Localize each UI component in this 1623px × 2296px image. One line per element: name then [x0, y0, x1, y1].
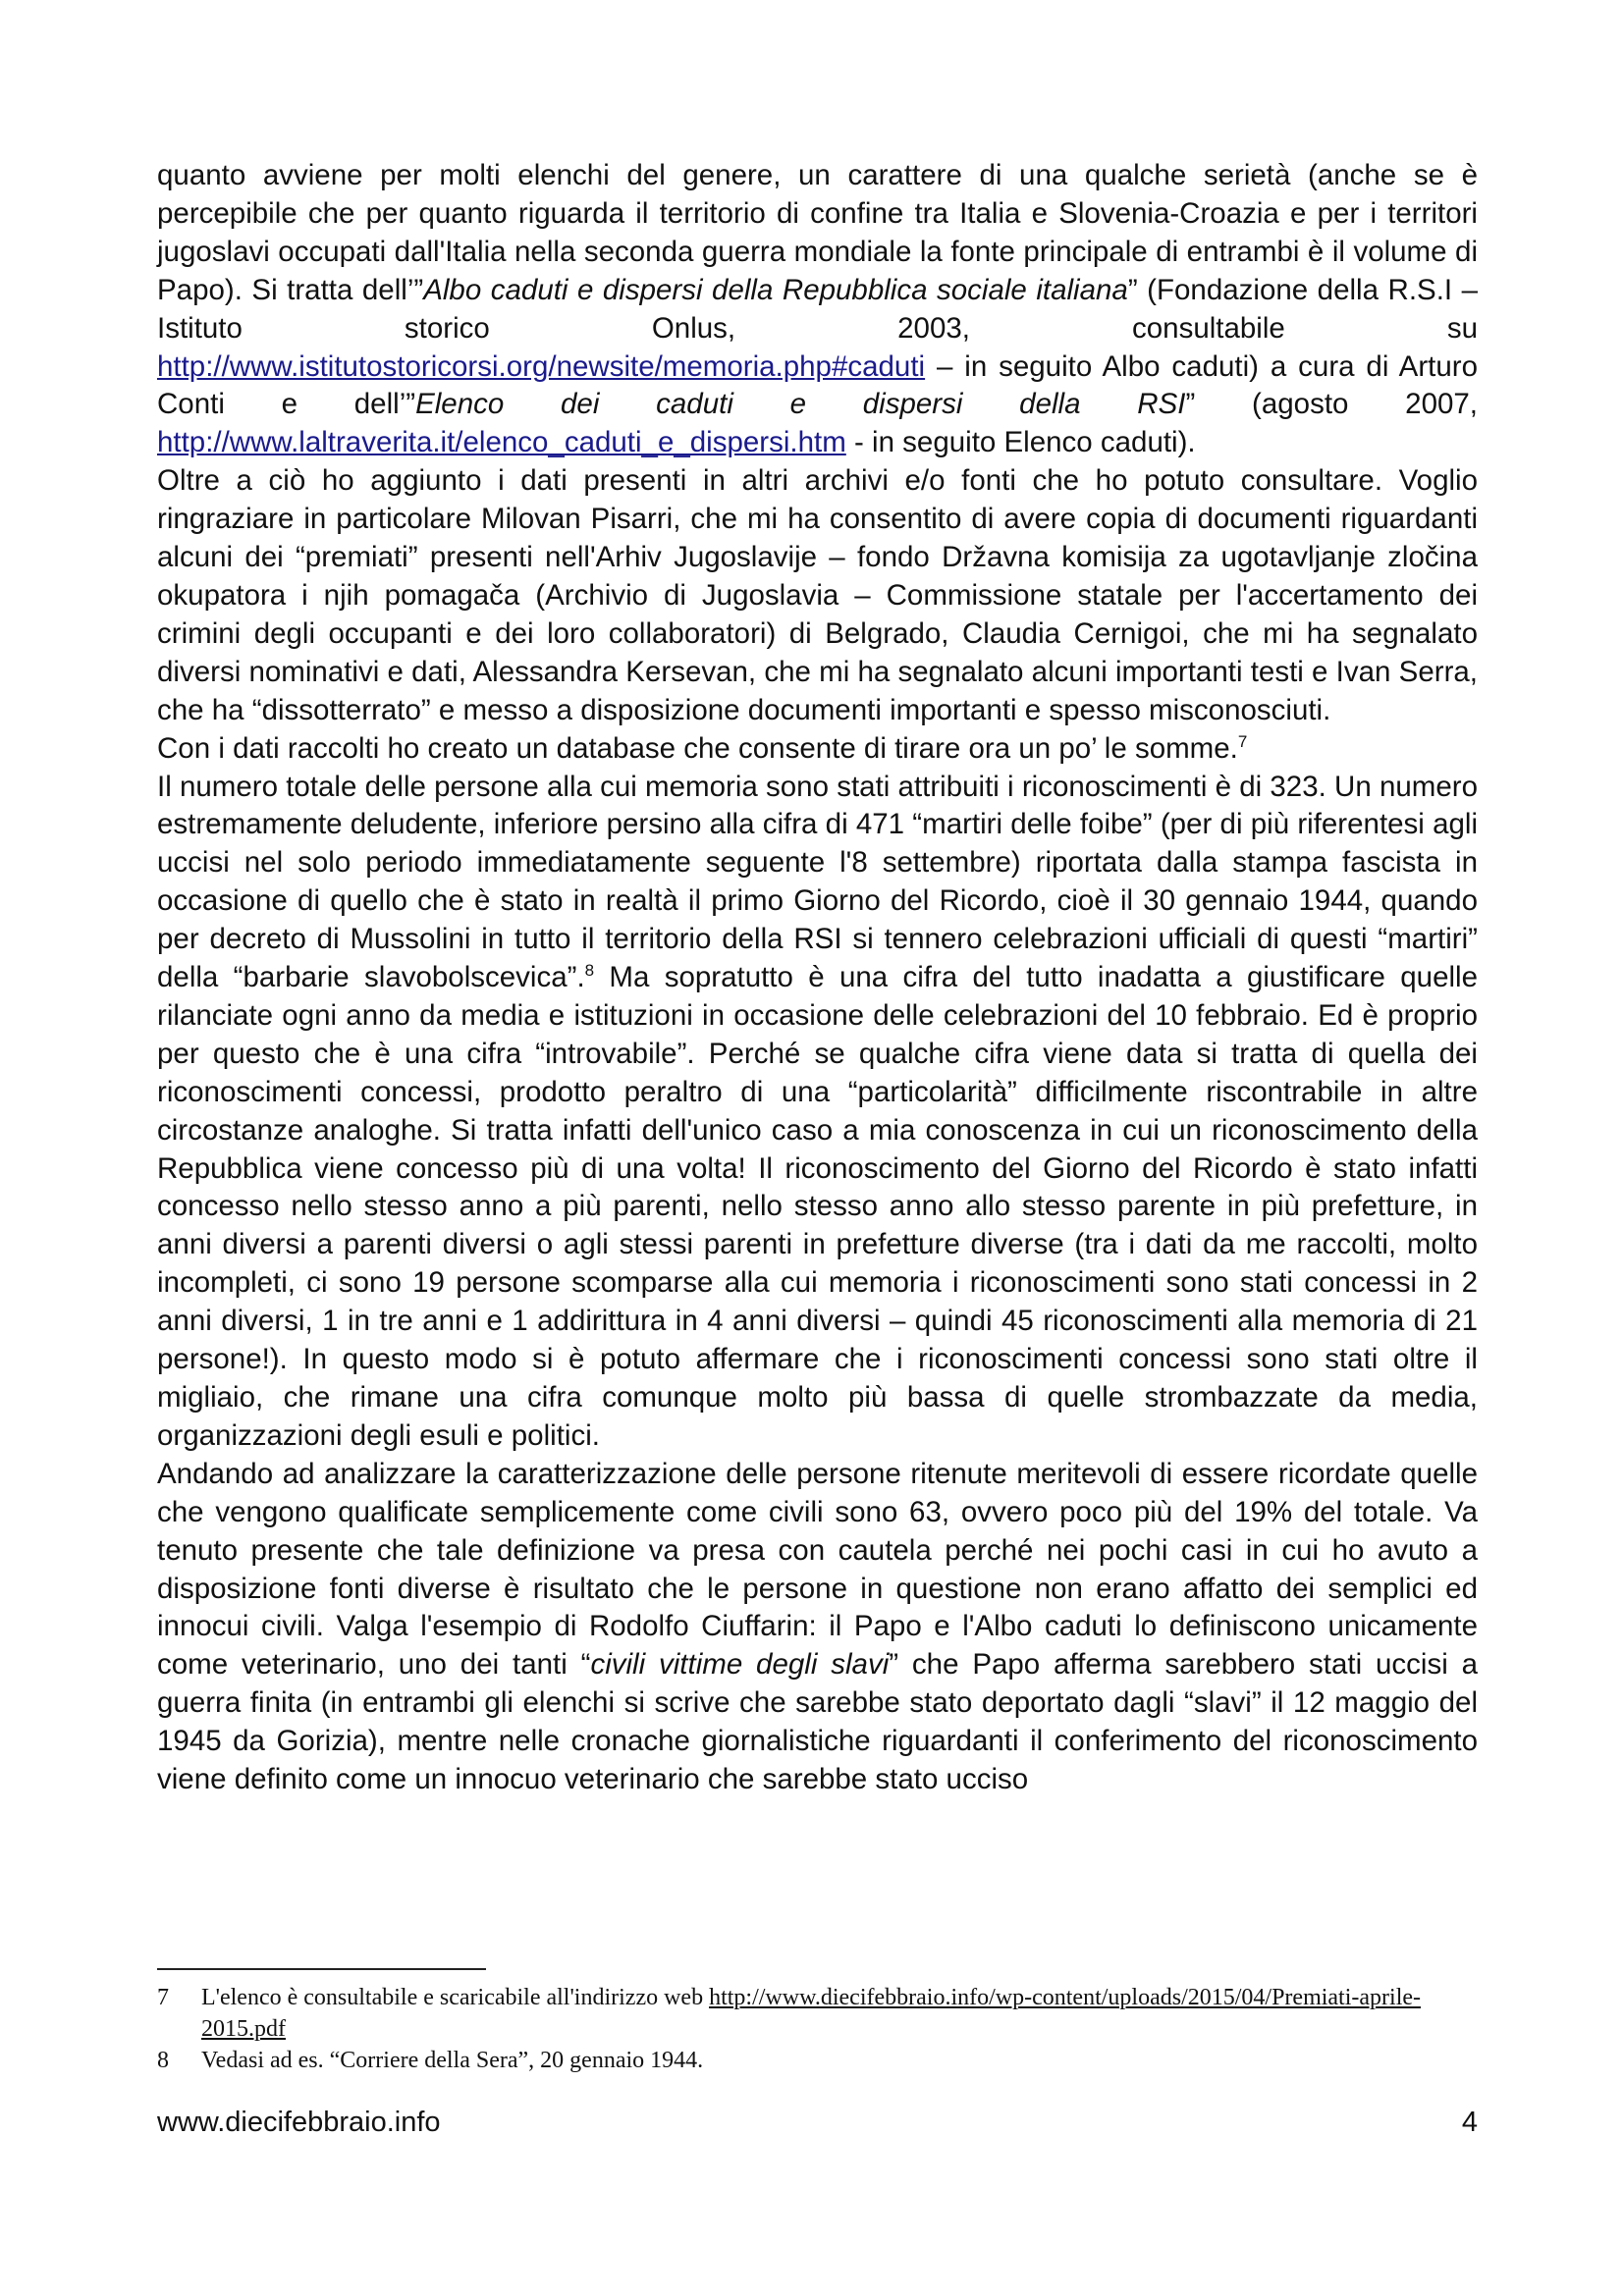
text-span: ” (agosto 2007,	[1185, 388, 1478, 421]
text-span: L'elenco è consultabile e scaricabile all'indirizzo web	[201, 1985, 710, 2010]
link-laltraverita[interactable]: http://www.laltraverita.it/elenco_caduti_e_dispersi.htm	[157, 426, 846, 459]
footnote-text: Vedasi ad es. “Corriere della Sera”, 20 gennaio 1944.	[201, 2048, 704, 2073]
footnote-number: 8	[157, 2048, 169, 2073]
footnote-7	[157, 1982, 1478, 2045]
paragraph-numbers	[157, 769, 1478, 1456]
paragraph-acknowledgements: Oltre a ciò ho aggiunto i dati presenti in altri archivi e/o fonti che ho potuto consultare. Voglio ringraziare in particolare Milovan Pisarri, che mi ha consentito di avere copia di documenti riguardanti alcuni dei “premiati” presenti nell'Arhiv Jugoslavije – fondo Državna komisija za ugotavljanje zločina okupatora i njih pomagača (Archivio di Jugoslavia – Commissione statale per l'accertamento dei crimini degli occupanti e dei loro collaboratori) di Belgrado, Claudia Cernigoi, che mi ha segnalato diversi nominativi e dati, Alessandra Kersevan, che mi ha segnalato alcuni importanti testi e Ivan Serra, che ha “dissotterrato” e messo a disposizione documenti importanti e spesso misconosciuti.	[157, 464, 1478, 726]
text-span: ” che Papo afferma sarebbero stati uccisi a guerra finita (in entrambi gli elenchi si scrive che sarebbe stato deportato dagli “slavi” il 12 maggio del 1945 da Gorizia), mentre nelle cronache giornalistiche riguardanti il conferimento del riconoscimento viene definito come un innocuo veterinario che sarebbe stato ucciso	[157, 1648, 1478, 1796]
footnotes	[157, 1982, 1478, 2076]
body-text	[157, 157, 1478, 1799]
page-footer	[157, 2107, 1478, 2139]
paragraph-civilians	[157, 1456, 1478, 1799]
link-istitutostoricorsi[interactable]: http://www.istitutostoricorsi.org/newsite/memoria.php#caduti	[157, 349, 926, 383]
text-span: - in seguito Elenco caduti).	[845, 426, 1196, 459]
link-premiati-pdf[interactable]: http://www.diecifebbraio.info/wp-content/uploads/2015/04/Premiati-aprile-2015.pdf	[201, 1985, 1422, 2042]
paragraph-sources	[157, 157, 1478, 462]
italic-title: Albo caduti e dispersi della Repubblica sociale italiana	[423, 273, 1128, 306]
text-span: – in seguito Albo caduti) a cura di Arturo Conti e dell’”	[157, 349, 1478, 421]
text-span: Ma sopratutto è una cifra del tutto inadatta a giustificare quelle rilanciate ogni anno da media e istituzioni in occasione delle celebrazioni del 10 febbraio. Ed è proprio per questo che è una cifra “introvabile”. Perché se qualche cifra viene data si tratta di quella dei riconoscimenti concessi, prodotto peraltro di una “particolarità” difficilmente riscontrabile in altre circostanze analoghe. Si tratta infatti dell'unico caso a mia conoscenza in cui un riconoscimento della Repubblica viene concesso più di una volta! Il riconoscimento del Giorno del Ricordo è stato infatti concesso nello stesso anno a più parenti, nello stesso anno allo stesso parente in più prefetture, in anni diversi a parenti diversi o agli stessi parenti in prefetture diverse (tra i dati da me raccolti, molto incompleti, ci sono 19 persone scomparse alla cui memoria i riconoscimenti sono stati concessi in 2 anni diversi, 1 in tre anni e 1 addirittura in 4 anni diversi – quindi 45 riconoscimenti alla memoria di 21 persone!). In questo modo si è potuto affermare che i riconoscimenti concessi sono stati oltre il migliaio, che rimane una cifra comunque molto più bassa di quelle strombazzate da media, organizzazioni degli esuli e politici.	[157, 961, 1478, 1452]
footnote-ref-8[interactable]: 8	[584, 961, 595, 981]
paragraph-database	[157, 730, 1478, 769]
text-span: Con i dati raccolti ho creato un database che consente di tirare ora un po’ le somme.	[157, 731, 1238, 765]
italic-quote: civili vittime degli slavi	[590, 1648, 890, 1682]
italic-title: Elenco dei caduti e dispersi della RSI	[415, 388, 1186, 421]
footnote-separator	[157, 1968, 486, 1970]
text-span: ” (Fondazione della R.S.I – Istituto storico Onlus, 2003, consultabile su	[157, 273, 1479, 345]
footer-site: www.diecifebbraio.info	[157, 2107, 441, 2138]
page-number: 4	[1461, 2107, 1478, 2138]
footnote-text	[201, 1982, 1478, 2045]
footnote-number: 7	[157, 1985, 169, 2010]
footnote-8	[157, 2045, 1478, 2076]
text-span: quanto avviene per molti elenchi del genere, un carattere di una qualche serietà (anche se è percepibile che per quanto riguarda il territorio di confine tra Italia e Slovenia-Croazia e per i territori jugoslavi occupati dall'Italia nella seconda guerra mondiale la fonte principale di entrambi è il volume di Papo). Si tratta dell’”	[157, 159, 1478, 306]
footnote-ref-7[interactable]: 7	[1237, 731, 1248, 751]
text-span: Il numero totale delle persone alla cui memoria sono stati attribuiti i riconoscimenti è di 323. Un numero estremamente deludente, inferiore persino alla cifra di 471 “martiri delle foibe” (per di più riferentesi agli uccisi nel solo periodo immediatamente seguente l'8 settembre) riportata dalla stampa fascista in occasione di quello che è stato in realtà il primo Giorno del Ricordo, cioè il 30 gennaio 1944, quando per decreto di Mussolini in tutto il territorio della RSI si tennero celebrazioni ufficiali di questi “martiri” della “barbarie slavobolscevica”.	[157, 770, 1478, 994]
text-span: Andando ad analizzare la caratterizzazione delle persone ritenute meritevoli di essere ricordate quelle che vengono qualificate semplicemente come civili sono 63, ovvero poco più del 19% del totale. Va tenuto presente che tale definizione va presa con cautela perché nei pochi casi in cui ho avuto a disposizione fonti diverse è risultato che le persone in questione non erano affatto dei semplici ed innocui civili. Valga l'esempio di Rodolfo Ciuffarin: il Papo e l'Albo caduti lo definiscono unicamente come veterinario, uno dei tanti “	[157, 1457, 1478, 1682]
